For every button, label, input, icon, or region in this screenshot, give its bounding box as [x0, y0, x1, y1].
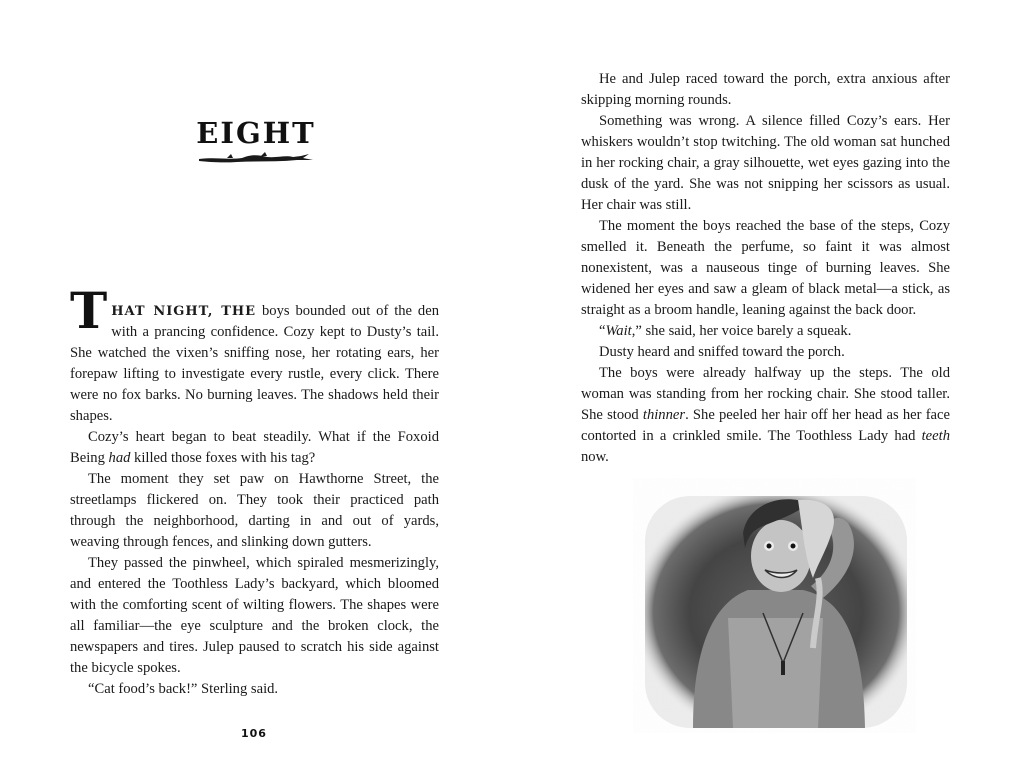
page-number: 106: [241, 727, 267, 740]
paragraph: He and Julep raced toward the porch, extra anxious after skipping morning rounds.: [581, 71, 950, 108]
paragraph: “Cat food’s back!” Sterling said.: [88, 681, 279, 697]
paragraph: Dusty heard and sniffed toward the porch.: [599, 344, 845, 360]
right-page: [510, 0, 1020, 783]
right-text-column: [581, 69, 950, 468]
branch-ornament-icon: [197, 152, 315, 164]
paragraph-text: . She peeled her hair off her head as her face contorted in a crinkled smile. The Toothless Lady had: [581, 407, 950, 444]
paragraph-text: now.: [581, 449, 609, 465]
emphasis: teeth: [921, 428, 950, 444]
chapter-title: EIGHT: [196, 116, 316, 150]
paragraph: [581, 321, 950, 342]
old-woman-illustration: [633, 478, 916, 733]
paragraph: They passed the pinwheel, which spiraled mesmerizingly, and entered the Toothless Lady’s backyard, which bloomed with the comforting scent of wilting flowers. The shapes were all familiar—the eye sculpture and the broken clock, the newspapers and tires. Julep paused to scratch his side against the bicycle spokes.: [70, 555, 439, 676]
emphasis: thinner: [642, 407, 686, 423]
chapter-heading: [185, 116, 327, 164]
opening-smallcaps: HAT NIGHT, THE: [111, 304, 257, 319]
paragraph-text: killed those foxes with his tag?: [130, 450, 316, 466]
paragraph: [70, 427, 439, 469]
paragraph: The moment the boys reached the base of the steps, Cozy smelled it. Beneath the perfume, so faint it was almost nonexistent, was a nauseous tinge of burning leaves. She widened her eyes and saw a gleam of black metal—a stick, as straight as a broom handle, leaning against the back door.: [581, 218, 950, 318]
paragraph-text: Cozy’s heart began to beat steadily. What if the Foxoid Being: [70, 429, 439, 466]
paragraph: The moment they set paw on Hawthorne Street, the streetlamps flickered on. They took their practiced path through the neighborhood, darting in and out of yards, weaving through fences, and slinking down gutters.: [70, 471, 439, 550]
paragraph-text: The boys were already halfway up the steps. The old woman was standing from her rocking chair. She stood taller. She stood: [581, 365, 950, 423]
paragraph: [581, 363, 950, 468]
paragraph-text: ,” she said, her voice barely a squeak.: [631, 323, 852, 339]
paragraph-text: boys bounded out of the den with a prancing confidence. Cozy kept to Dusty’s tail. She watched the vixen’s sniffing nose, her rotating ears, her forepaw lifting to investigate every rustle, every click. There were no fox barks. No burning leaves. The shadows held their shapes.: [70, 303, 439, 424]
drop-cap: T: [70, 281, 108, 340]
paragraph-text: “: [599, 323, 606, 339]
emphasis: had: [108, 450, 131, 466]
emphasis: Wait: [605, 323, 632, 339]
paragraph: Something was wrong. A silence filled Cozy’s ears. Her whiskers wouldn’t stop twitching. The old woman sat hunched in her rocking chair, a gray silhouette, wet eyes gazing into the dusk of the yard. She was not snipping her scissors as usual. Her chair was still.: [581, 113, 950, 213]
paragraph: [70, 281, 439, 427]
left-text-column: [70, 281, 439, 700]
